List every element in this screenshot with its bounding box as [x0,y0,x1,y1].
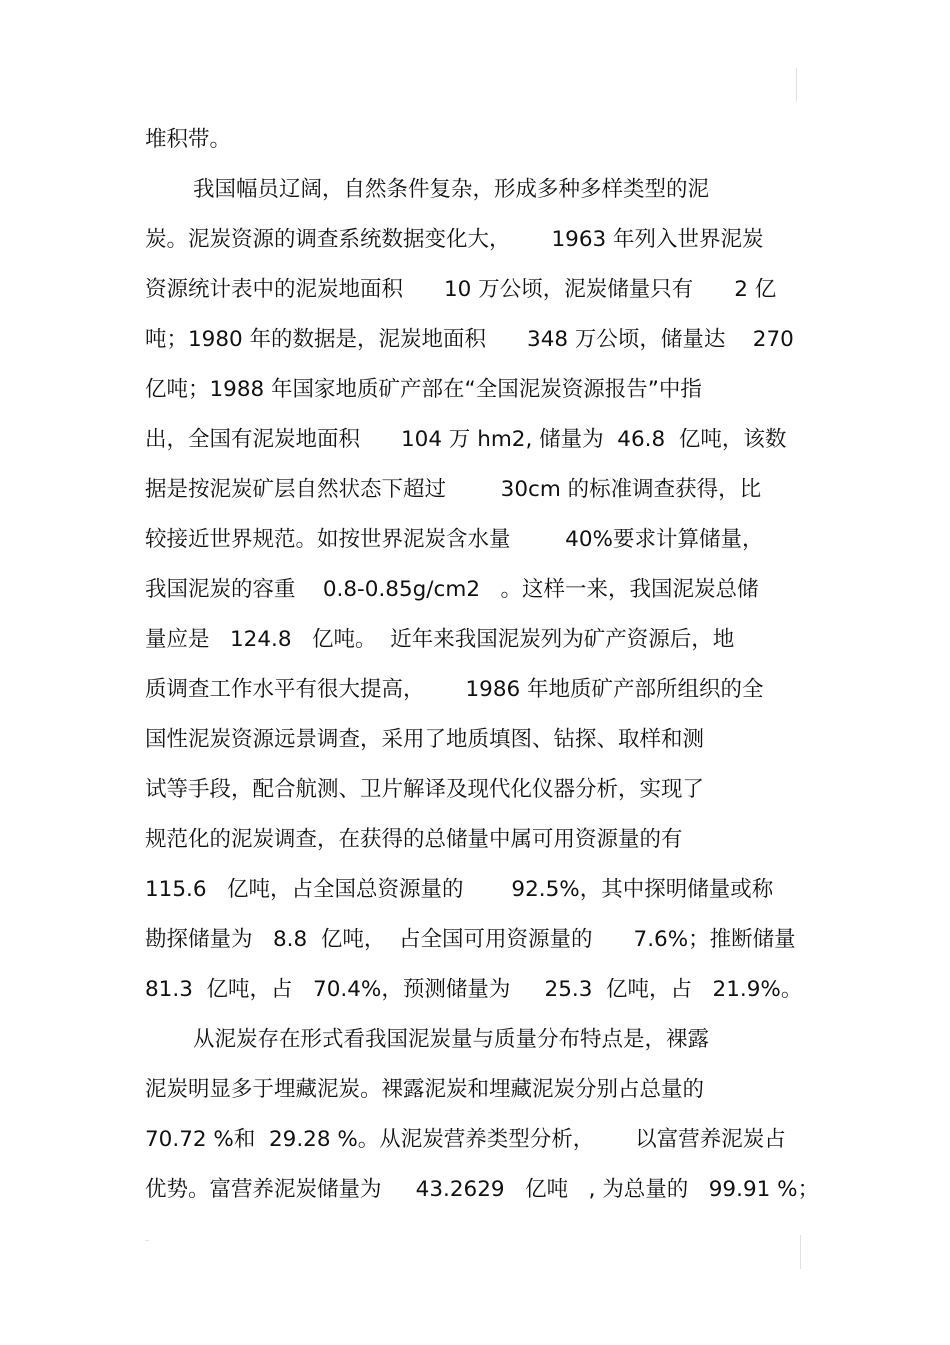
text-line-11: 量应是 124.8 亿吨。 近年来我国泥炭列为矿产资源后，地 [145,627,735,652]
text-line-7: 出，全国有泥炭地面积 104 万 hm2, 储量为 46.8 亿吨，该数 [145,427,787,452]
text-line-9: 较接近世界规范。如按世界泥炭含水量 40%要求计算储量， [145,527,764,552]
text-line-5: 吨；1980 年的数据是，泥炭地面积 348 万公顷，储量达 270 [145,327,794,352]
text-line-6: 亿吨；1988 年国家地质矿产部在“全国泥炭资源报告”中指 [145,377,702,402]
text-line-10: 我国泥炭的容重 0.8-0.85g/cm2 。这样一来，我国泥炭总储 [145,577,759,602]
bottom-left-margin-mark [145,1240,149,1241]
text-line-21: 70.72 %和 29.28 %。从泥炭营养类型分析， 以富营养泥炭占 [145,1127,786,1152]
text-line-1: 堆积带。 [145,127,232,152]
text-line-3: 炭。泥炭资源的调查系统数据变化大， 1963 年列入世界泥炭 [145,227,764,252]
paragraph-start-line-19: 从泥炭存在形式看我国泥炭量与质量分布特点是，裸露 [193,1027,710,1052]
text-line-14: 试等手段，配合航测、卫片解译及现代化仪器分析，实现了 [145,777,705,802]
text-line-8: 据是按泥炭矿层自然状态下超过 30cm 的标准调查获得，比 [145,477,762,502]
text-line-4: 资源统计表中的泥炭地面积 10 万公顷，泥炭储量只有 2 亿 [145,277,777,302]
text-line-15: 规范化的泥炭调查，在获得的总储量中属可用资源量的有 [145,827,683,852]
text-line-22: 优势。富营养泥炭储量为 43.2629 亿吨 , 为总量的 99.91 %； [145,1177,820,1202]
paragraph-start-line-2: 我国幅员辽阔，自然条件复杂，形成多种多样类型的泥 [193,177,710,202]
text-line-18: 81.3 亿吨，占 70.4%，预测储量为 25.3 亿吨，占 21.9%。 [145,977,803,1002]
text-line-20: 泥炭明显多于埋藏泥炭。裸露泥炭和埋藏泥炭分别占总量的 [145,1077,705,1102]
text-line-12: 质调查工作水平有很大提高， 1986 年地质矿产部所组织的全 [145,677,764,702]
top-margin-mark [796,68,797,102]
text-line-17: 勘探储量为 8.8 亿吨， 占全国可用资源量的 7.6%；推断储量 [145,927,796,952]
text-line-16: 115.6 亿吨，占全国总资源量的 92.5%，其中探明储量或称 [145,877,774,902]
bottom-margin-mark [800,1235,801,1269]
text-line-13: 国性泥炭资源远景调查，采用了地质填图、钻探、取样和测 [145,727,705,752]
